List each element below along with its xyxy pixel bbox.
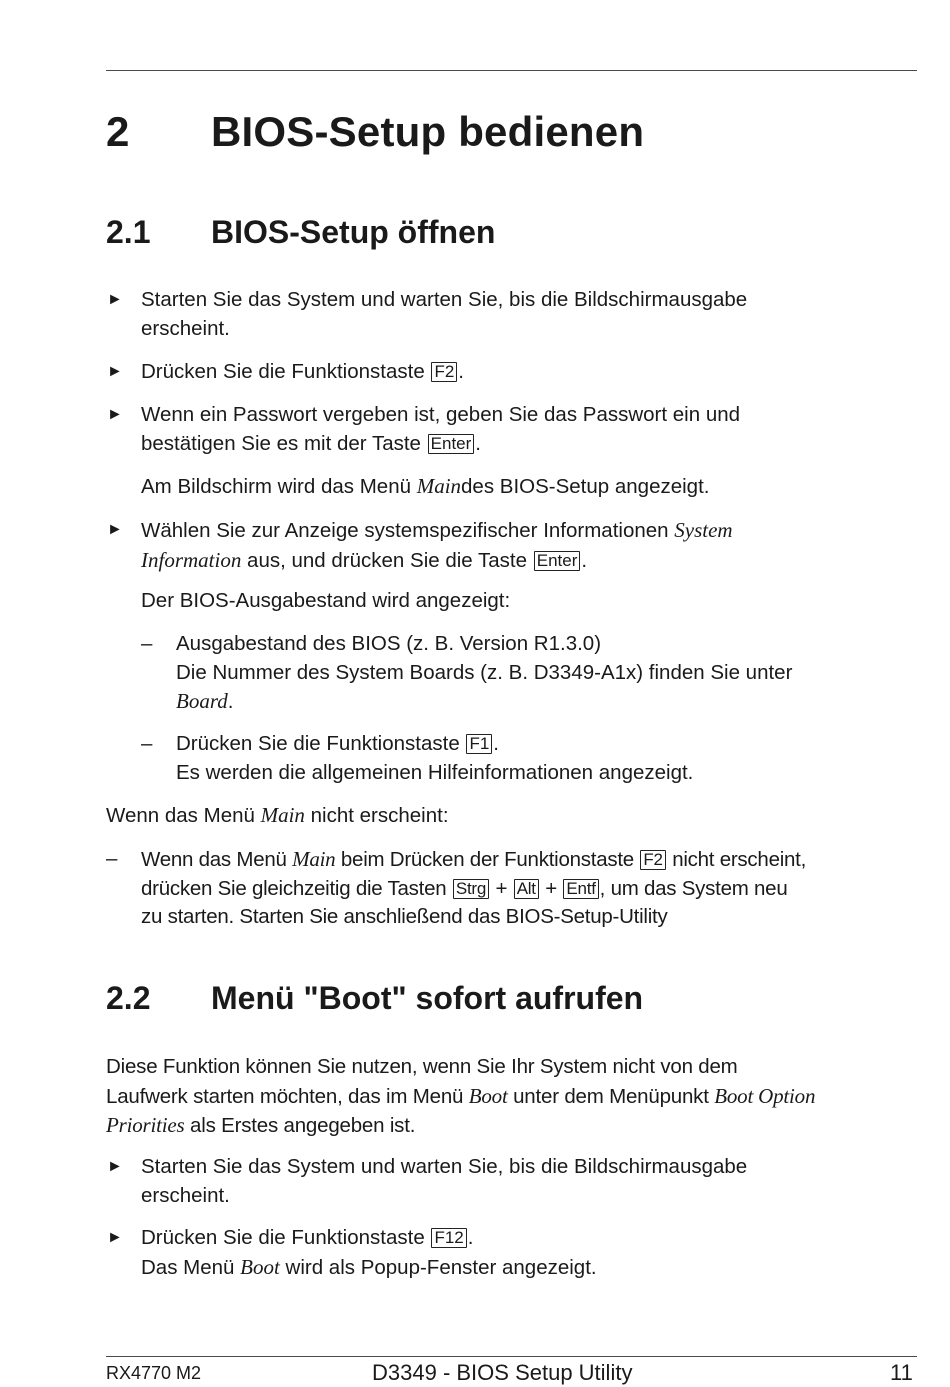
note-bios-version: Der BIOS-Ausgabestand wird angezeigt: [141, 589, 511, 612]
menu-name-boot: Boot [240, 1254, 280, 1279]
section-title: BIOS-Setup öffnen [211, 214, 496, 250]
bullet-arrow-icon: ► [107, 406, 123, 423]
step-enter-password: Wenn ein Passwort vergeben ist, geben Sie das Passwort ein und bestätigen Sie es mit der Taste Enter . [141, 403, 741, 455]
menu-name-board: Board [176, 689, 228, 713]
bullet-arrow-icon: ► [107, 363, 123, 380]
bullet-arrow-icon: ► [107, 1158, 123, 1175]
chapter-number: 2 [106, 108, 130, 155]
key-enter: Enter [534, 551, 581, 571]
key-enter: Enter [428, 434, 475, 454]
sub-bios-revision: Ausgabestand des BIOS (z. B. Version R1.3.0) Die Nummer des System Boards (z. B. D3349-A1x) finden Sie unter Board. [176, 632, 793, 713]
step-system-information: Wählen Sie zur Anzeige systemspezifischer Informationen System Information aus, und drücken Sie die Taste Enter . [141, 518, 733, 572]
bullet-arrow-icon: ► [107, 1229, 123, 1246]
bullet-arrow-icon: ► [107, 291, 123, 308]
step-press-f12: Drücken Sie die Funktionstaste F12 . Das Menü Boot wird als Popup-Fenster angezeigt. [141, 1226, 597, 1279]
dash-marker: – [141, 732, 153, 755]
footer-title: D3349 - BIOS Setup Utility [372, 1360, 633, 1385]
step-start-system-boot: Starten Sie das System und warten Sie, bis die Bildschirmausgabe erscheint. [141, 1155, 748, 1207]
bullet-arrow-icon: ► [107, 521, 123, 538]
menu-name-information: Information [141, 547, 242, 572]
sub-restart-system: Wenn das Menü Main beim Drücken der Funktionstaste F2 nicht erscheint, drücken Sie gleichzeitig die Tasten Strg + Alt + Entf , um das System neu zu starten. Starten Sie anschließend das BIOS-Setup-Utility [141, 847, 807, 928]
section-number: 2.2 [106, 980, 151, 1016]
menu-name-system: System [674, 518, 733, 542]
key-f2: F2 [640, 850, 665, 870]
footer-product: RX4770 M2 [106, 1363, 202, 1383]
dash-marker: – [141, 632, 153, 655]
dash-marker: – [106, 847, 118, 870]
intro-boot-menu: Diese Funktion können Sie nutzen, wenn Sie Ihr System nicht von dem Laufwerk starten möchten, das im Menü Boot unter dem Menüpunkt Boot Option Priorities als Erstes angegeben ist. [106, 1055, 816, 1137]
section-number: 2.1 [106, 214, 151, 250]
chapter-title: BIOS-Setup bedienen [211, 108, 645, 155]
key-f1: F1 [466, 734, 492, 754]
sub-press-f1: Drücken Sie die Funktionstaste F1 . Es werden die allgemeinen Hilfeinformationen angezeigt. [176, 732, 694, 784]
option-name-priorities: Priorities [106, 1113, 185, 1137]
footer-rule [106, 1356, 917, 1357]
key-f12: F12 [431, 1228, 466, 1248]
section-heading-2-2 [106, 980, 643, 1017]
section-heading-2-1 [106, 214, 495, 251]
chapter-heading [106, 108, 644, 156]
key-f2: F2 [431, 362, 457, 382]
step-start-system: Starten Sie das System und warten Sie, bis die Bildschirmausgabe erscheint. [141, 288, 748, 340]
menu-name-main: Main [260, 803, 305, 827]
key-strg: Strg [453, 879, 489, 899]
header-rule [106, 70, 917, 71]
condition-main-missing: Wenn das Menü Main nicht erscheint: [106, 803, 449, 827]
step-press-f2: Drücken Sie die Funktionstaste F2 . [141, 360, 464, 383]
note-main-menu: Am Bildschirm wird das Menü Maindes BIOS-Setup angezeigt. [141, 474, 710, 498]
key-alt: Alt [514, 879, 539, 899]
section-title: Menü "Boot" sofort aufrufen [211, 980, 644, 1016]
menu-name-main: Main [416, 474, 462, 498]
footer-page-number: 11 [890, 1360, 913, 1385]
key-entf: Entf [563, 879, 598, 899]
option-name-boot-option: Boot Option [714, 1083, 816, 1108]
menu-name-main: Main [292, 847, 336, 871]
menu-name-boot: Boot [468, 1083, 508, 1108]
